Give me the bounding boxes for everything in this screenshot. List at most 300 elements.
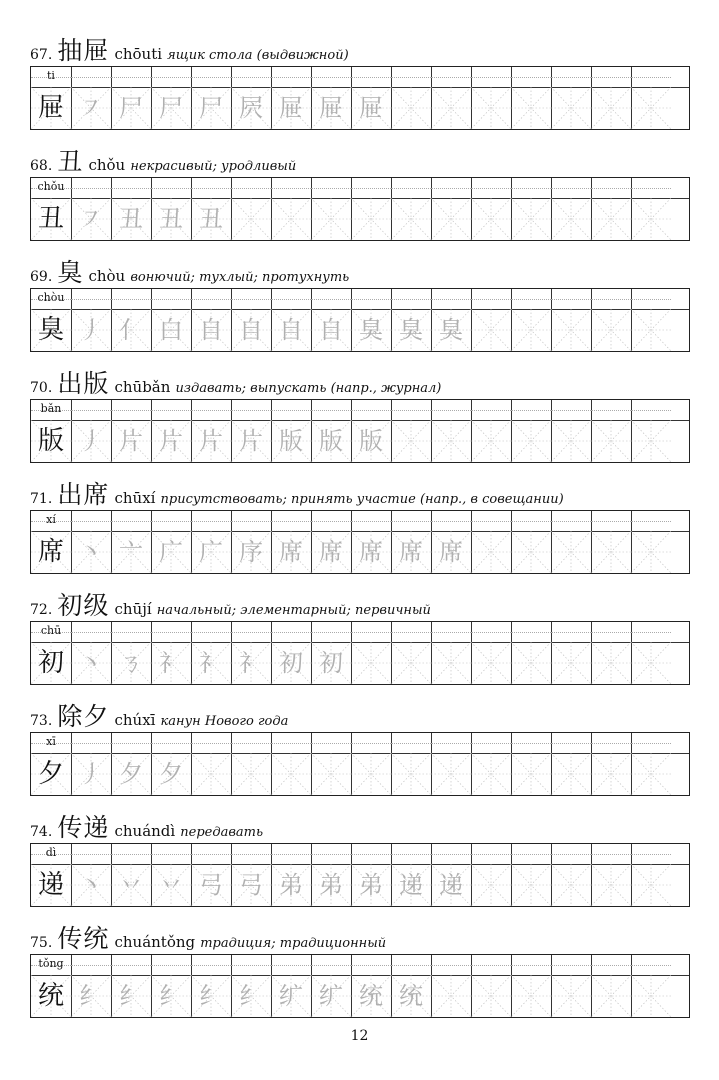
practice-pinyin: dì [45, 846, 57, 859]
writing-cell[interactable] [311, 309, 352, 351]
writing-cell[interactable] [151, 87, 192, 129]
writing-cell[interactable] [151, 642, 192, 684]
writing-cell[interactable] [31, 975, 72, 1017]
pinyin-cell[interactable] [471, 511, 512, 531]
writing-cell[interactable] [471, 753, 512, 795]
pinyin-cell[interactable] [271, 67, 312, 87]
writing-cell[interactable] [511, 531, 552, 573]
pinyin-cell[interactable] [311, 289, 352, 309]
entry-header [30, 591, 431, 621]
writing-cell[interactable] [231, 864, 272, 906]
pinyin-cell[interactable] [111, 289, 152, 309]
entry-pinyin: chūxí [114, 489, 156, 507]
pinyin-cell[interactable] [191, 289, 232, 309]
writing-cell[interactable] [271, 975, 312, 1017]
writing-cell[interactable] [151, 420, 192, 462]
writing-cell[interactable] [151, 309, 192, 351]
pinyin-cell[interactable] [591, 844, 632, 864]
pinyin-cell[interactable] [431, 733, 472, 753]
pinyin-cell[interactable] [471, 622, 512, 642]
writing-cell[interactable] [431, 531, 472, 573]
writing-cell[interactable] [231, 531, 272, 573]
writing-cell[interactable] [71, 309, 112, 351]
pinyin-cell[interactable] [511, 733, 552, 753]
writing-cell[interactable] [511, 864, 552, 906]
writing-cell[interactable] [311, 531, 352, 573]
pinyin-cell[interactable] [151, 844, 192, 864]
writing-cell[interactable] [151, 975, 192, 1017]
writing-cell[interactable] [271, 87, 312, 129]
writing-cell[interactable] [551, 198, 592, 240]
pinyin-cell[interactable] [191, 67, 232, 87]
writing-cell[interactable] [631, 975, 671, 1017]
pinyin-cell[interactable] [551, 289, 592, 309]
entry-number: 74. [30, 824, 53, 840]
entry-number: 75. [30, 935, 53, 951]
writing-cell[interactable] [351, 975, 392, 1017]
pinyin-cell[interactable] [151, 622, 192, 642]
pinyin-cell[interactable] [631, 733, 671, 753]
pinyin-cell[interactable] [431, 289, 472, 309]
writing-cell[interactable] [511, 420, 552, 462]
writing-cell[interactable] [471, 531, 512, 573]
writing-cell[interactable] [391, 753, 432, 795]
writing-cell[interactable] [111, 531, 152, 573]
pinyin-cell[interactable] [111, 955, 152, 975]
writing-cell[interactable] [511, 975, 552, 1017]
pinyin-cell[interactable] [391, 844, 432, 864]
pinyin-cell[interactable] [151, 400, 192, 420]
writing-cell[interactable] [631, 753, 671, 795]
entry-pinyin: chūbǎn [114, 378, 171, 396]
writing-cell[interactable] [311, 198, 352, 240]
writing-cell[interactable] [431, 975, 472, 1017]
writing-cell[interactable] [631, 531, 671, 573]
pinyin-cell[interactable] [391, 622, 432, 642]
pinyin-cell[interactable] [431, 844, 472, 864]
pinyin-cell[interactable] [631, 955, 671, 975]
pinyin-cell[interactable] [271, 400, 312, 420]
pinyin-cell[interactable] [71, 955, 112, 975]
practice-grid [30, 732, 690, 796]
writing-cell[interactable] [111, 309, 152, 351]
writing-cell[interactable] [551, 87, 592, 129]
writing-cell[interactable] [471, 642, 512, 684]
pinyin-cell[interactable] [511, 622, 552, 642]
writing-cell[interactable] [111, 198, 152, 240]
writing-cell[interactable] [191, 87, 232, 129]
pinyin-cell[interactable] [71, 67, 112, 87]
writing-cell[interactable] [351, 753, 392, 795]
pinyin-cell[interactable] [551, 400, 592, 420]
practice-pinyin: chū [40, 624, 62, 637]
pinyin-cell[interactable] [631, 622, 671, 642]
pinyin-cell[interactable] [311, 733, 352, 753]
pinyin-cell[interactable] [591, 511, 632, 531]
pinyin-cell[interactable] [391, 178, 432, 198]
pinyin-cell[interactable] [311, 622, 352, 642]
writing-cell[interactable] [351, 642, 392, 684]
writing-cell[interactable] [231, 975, 272, 1017]
pinyin-cell[interactable] [311, 178, 352, 198]
pinyin-cell[interactable] [191, 733, 232, 753]
writing-cell[interactable] [231, 198, 272, 240]
pinyin-cell[interactable] [431, 67, 472, 87]
writing-cell[interactable] [111, 864, 152, 906]
pinyin-cell[interactable] [111, 733, 152, 753]
pinyin-cell[interactable] [551, 844, 592, 864]
writing-cell[interactable] [591, 864, 632, 906]
writing-cell[interactable] [551, 753, 592, 795]
pinyin-cell[interactable] [631, 67, 671, 87]
pinyin-cell[interactable] [111, 400, 152, 420]
pinyin-cell[interactable] [631, 511, 671, 531]
pinyin-cell[interactable] [71, 400, 112, 420]
writing-cell[interactable] [71, 198, 112, 240]
writing-cell[interactable] [391, 642, 432, 684]
writing-cell[interactable] [631, 198, 671, 240]
pinyin-cell[interactable] [391, 400, 432, 420]
writing-cell[interactable] [31, 198, 72, 240]
pinyin-cell[interactable] [351, 622, 392, 642]
pinyin-cell[interactable] [391, 955, 432, 975]
writing-cell[interactable] [31, 642, 72, 684]
pinyin-cell[interactable] [231, 844, 272, 864]
pinyin-cell[interactable] [631, 178, 671, 198]
writing-cell[interactable] [631, 420, 671, 462]
pinyin-cell[interactable] [391, 511, 432, 531]
writing-cell[interactable] [551, 975, 592, 1017]
writing-cell[interactable] [191, 309, 232, 351]
writing-cell[interactable] [471, 87, 512, 129]
writing-cell[interactable] [271, 864, 312, 906]
pinyin-cell[interactable] [551, 622, 592, 642]
pinyin-cell[interactable] [231, 289, 272, 309]
pinyin-cell[interactable] [231, 622, 272, 642]
pinyin-cell[interactable] [511, 178, 552, 198]
writing-cell[interactable] [111, 753, 152, 795]
pinyin-cell[interactable] [151, 289, 192, 309]
pinyin-cell[interactable] [631, 289, 671, 309]
pinyin-cell[interactable] [391, 289, 432, 309]
writing-cell[interactable] [391, 309, 432, 351]
pinyin-cell[interactable] [591, 289, 632, 309]
pinyin-cell[interactable] [351, 511, 392, 531]
writing-cell[interactable] [231, 420, 272, 462]
writing-cell[interactable] [191, 864, 232, 906]
pinyin-cell[interactable] [471, 289, 512, 309]
pinyin-cell[interactable] [71, 844, 112, 864]
writing-cell[interactable] [31, 864, 72, 906]
writing-cell[interactable] [591, 309, 632, 351]
pinyin-cell[interactable] [231, 955, 272, 975]
writing-cell[interactable] [271, 642, 312, 684]
pinyin-cell[interactable] [551, 178, 592, 198]
writing-cell[interactable] [271, 309, 312, 351]
writing-cell[interactable] [431, 87, 472, 129]
pinyin-cell[interactable] [351, 400, 392, 420]
writing-cell[interactable] [151, 198, 192, 240]
writing-cell[interactable] [31, 753, 72, 795]
pinyin-cell[interactable] [351, 844, 392, 864]
stroke-order-step: 版 [359, 427, 383, 455]
writing-cell[interactable] [271, 531, 312, 573]
writing-cell[interactable] [311, 420, 352, 462]
pinyin-cell[interactable] [551, 67, 592, 87]
pinyin-cell[interactable] [471, 67, 512, 87]
writing-cell[interactable] [311, 975, 352, 1017]
writing-cell[interactable] [631, 642, 671, 684]
pinyin-cell[interactable] [511, 289, 552, 309]
entry-hanzi: 除夕 [57, 702, 110, 731]
writing-cell[interactable] [191, 753, 232, 795]
pinyin-cell[interactable] [71, 622, 112, 642]
pinyin-cell[interactable] [231, 733, 272, 753]
writing-cell[interactable] [271, 420, 312, 462]
writing-cell[interactable] [391, 87, 432, 129]
writing-cell[interactable] [351, 531, 392, 573]
writing-cell[interactable] [511, 87, 552, 129]
pinyin-cell[interactable] [271, 733, 312, 753]
writing-cell[interactable] [311, 87, 352, 129]
pinyin-cell[interactable] [591, 67, 632, 87]
writing-cell[interactable] [71, 420, 112, 462]
stroke-order-step: 席 [319, 538, 343, 566]
practice-pinyin: xí [46, 513, 56, 526]
writing-cell[interactable] [191, 531, 232, 573]
pinyin-cell[interactable] [271, 289, 312, 309]
writing-cell[interactable] [471, 864, 512, 906]
pinyin-cell[interactable] [591, 178, 632, 198]
writing-cell[interactable] [551, 531, 592, 573]
pinyin-cell[interactable] [311, 955, 352, 975]
writing-cell[interactable] [231, 87, 272, 129]
writing-cell[interactable] [71, 87, 112, 129]
pinyin-cell[interactable] [111, 844, 152, 864]
writing-cell[interactable] [351, 309, 392, 351]
writing-cell[interactable] [591, 420, 632, 462]
writing-cell[interactable] [591, 975, 632, 1017]
pinyin-cell[interactable] [111, 622, 152, 642]
writing-cell[interactable] [431, 198, 472, 240]
stroke-order-step: 夕 [119, 760, 143, 788]
pinyin-cell[interactable] [431, 511, 472, 531]
writing-cell[interactable] [351, 198, 392, 240]
writing-cell[interactable] [191, 975, 232, 1017]
pinyin-cell[interactable] [351, 955, 392, 975]
pinyin-cell[interactable] [231, 511, 272, 531]
writing-cell[interactable] [311, 864, 352, 906]
writing-cell[interactable] [391, 864, 432, 906]
writing-cell[interactable] [631, 309, 671, 351]
pinyin-cell[interactable] [391, 733, 432, 753]
writing-cell[interactable] [391, 531, 432, 573]
entry-hanzi: 传统 [57, 924, 110, 953]
writing-cell[interactable] [71, 864, 112, 906]
writing-cell[interactable] [231, 309, 272, 351]
pinyin-cell[interactable] [551, 955, 592, 975]
pinyin-cell[interactable] [71, 178, 112, 198]
pinyin-cell[interactable] [471, 955, 512, 975]
pinyin-cell[interactable] [191, 955, 232, 975]
pinyin-cell[interactable] [191, 844, 232, 864]
stroke-order-step: 礻 [199, 649, 223, 677]
writing-cell[interactable] [71, 975, 112, 1017]
writing-cell[interactable] [431, 309, 472, 351]
writing-cell[interactable] [631, 864, 671, 906]
pinyin-cell[interactable] [471, 178, 512, 198]
writing-cell[interactable] [631, 87, 671, 129]
pinyin-cell[interactable] [591, 400, 632, 420]
writing-cell[interactable] [591, 531, 632, 573]
writing-cell[interactable] [391, 975, 432, 1017]
pinyin-cell[interactable] [431, 400, 472, 420]
writing-cell[interactable] [591, 198, 632, 240]
pinyin-cell[interactable] [391, 67, 432, 87]
writing-cell[interactable] [431, 864, 472, 906]
writing-cell[interactable] [471, 975, 512, 1017]
stroke-order-step: 版 [279, 427, 303, 455]
stroke-order-step: 初 [279, 649, 303, 677]
pinyin-cell[interactable] [351, 178, 392, 198]
pinyin-cell[interactable] [511, 67, 552, 87]
pinyin-cell[interactable] [431, 178, 472, 198]
writing-cell[interactable] [551, 309, 592, 351]
pinyin-cell[interactable] [151, 511, 192, 531]
pinyin-cell[interactable] [431, 622, 472, 642]
pinyin-cell[interactable] [551, 733, 592, 753]
writing-cell[interactable] [551, 420, 592, 462]
writing-cell[interactable] [111, 87, 152, 129]
pinyin-cell[interactable] [111, 178, 152, 198]
pinyin-cell[interactable] [351, 67, 392, 87]
writing-cell[interactable] [71, 753, 112, 795]
writing-cell[interactable] [391, 198, 432, 240]
pinyin-cell[interactable] [271, 955, 312, 975]
pinyin-cell[interactable] [351, 289, 392, 309]
writing-cell[interactable] [231, 642, 272, 684]
pinyin-cell[interactable] [271, 622, 312, 642]
pinyin-cell[interactable] [231, 400, 272, 420]
pinyin-cell[interactable] [631, 400, 671, 420]
writing-cell[interactable] [31, 420, 72, 462]
writing-cell[interactable] [311, 753, 352, 795]
writing-cell[interactable] [351, 420, 392, 462]
stroke-order-step: 纟 [239, 982, 263, 1010]
writing-cell[interactable] [111, 975, 152, 1017]
writing-cell[interactable] [311, 642, 352, 684]
pinyin-cell[interactable] [511, 511, 552, 531]
pinyin-cell[interactable] [271, 178, 312, 198]
writing-cell[interactable] [191, 420, 232, 462]
pinyin-cell[interactable] [591, 733, 632, 753]
writing-cell[interactable] [591, 87, 632, 129]
writing-cell[interactable] [471, 309, 512, 351]
pinyin-cell[interactable] [271, 511, 312, 531]
stroke-order-step: 片 [119, 427, 143, 455]
writing-cell[interactable] [551, 642, 592, 684]
pinyin-cell[interactable] [111, 67, 152, 87]
pinyin-cell[interactable] [191, 178, 232, 198]
writing-cell[interactable] [471, 420, 512, 462]
pinyin-cell[interactable] [191, 511, 232, 531]
pinyin-cell[interactable] [71, 511, 112, 531]
pinyin-cell[interactable] [231, 178, 272, 198]
pinyin-cell[interactable] [471, 733, 512, 753]
pinyin-cell[interactable] [111, 511, 152, 531]
pinyin-cell[interactable] [71, 289, 112, 309]
writing-cell[interactable] [31, 87, 72, 129]
writing-cell[interactable] [71, 642, 112, 684]
writing-cell[interactable] [551, 864, 592, 906]
pinyin-cell[interactable] [511, 844, 552, 864]
pinyin-cell[interactable] [431, 955, 472, 975]
writing-cell[interactable] [151, 531, 192, 573]
pinyin-cell[interactable] [311, 844, 352, 864]
writing-cell[interactable] [111, 420, 152, 462]
pinyin-cell[interactable] [311, 400, 352, 420]
pinyin-cell[interactable] [151, 67, 192, 87]
pinyin-cell[interactable] [511, 955, 552, 975]
model-character: 臭 [37, 315, 64, 345]
writing-cell[interactable] [231, 753, 272, 795]
writing-cell[interactable] [111, 642, 152, 684]
writing-cell[interactable] [511, 642, 552, 684]
pinyin-cell[interactable] [591, 622, 632, 642]
writing-cell[interactable] [591, 642, 632, 684]
pinyin-cell[interactable] [71, 733, 112, 753]
writing-cell[interactable] [151, 864, 192, 906]
writing-cell[interactable] [271, 753, 312, 795]
writing-cell[interactable] [191, 642, 232, 684]
writing-cell[interactable] [151, 753, 192, 795]
pinyin-cell[interactable] [511, 400, 552, 420]
pinyin-cell[interactable] [591, 955, 632, 975]
writing-cell[interactable] [31, 309, 72, 351]
writing-cell[interactable] [591, 753, 632, 795]
pinyin-cell[interactable] [351, 733, 392, 753]
pinyin-cell[interactable] [631, 844, 671, 864]
writing-cell[interactable] [71, 531, 112, 573]
pinyin-cell[interactable] [471, 844, 512, 864]
writing-cell[interactable] [511, 753, 552, 795]
pinyin-cell[interactable] [311, 67, 352, 87]
writing-cell[interactable] [391, 420, 432, 462]
writing-cell[interactable] [351, 864, 392, 906]
writing-cell[interactable] [351, 87, 392, 129]
writing-cell[interactable] [431, 420, 472, 462]
writing-cell[interactable] [511, 198, 552, 240]
entry-header [30, 369, 441, 399]
writing-cell[interactable] [431, 753, 472, 795]
pinyin-cell[interactable] [191, 622, 232, 642]
pinyin-cell[interactable] [231, 67, 272, 87]
pinyin-cell[interactable] [151, 178, 192, 198]
pinyin-cell[interactable] [551, 511, 592, 531]
writing-cell[interactable] [511, 309, 552, 351]
pinyin-cell[interactable] [311, 511, 352, 531]
writing-cell[interactable] [431, 642, 472, 684]
pinyin-cell[interactable] [271, 844, 312, 864]
writing-cell[interactable] [31, 531, 72, 573]
writing-cell[interactable] [271, 198, 312, 240]
pinyin-cell[interactable] [471, 400, 512, 420]
pinyin-cell[interactable] [191, 400, 232, 420]
pinyin-cell[interactable] [151, 733, 192, 753]
writing-cell[interactable] [471, 198, 512, 240]
writing-cell[interactable] [191, 198, 232, 240]
pinyin-cell[interactable] [151, 955, 192, 975]
